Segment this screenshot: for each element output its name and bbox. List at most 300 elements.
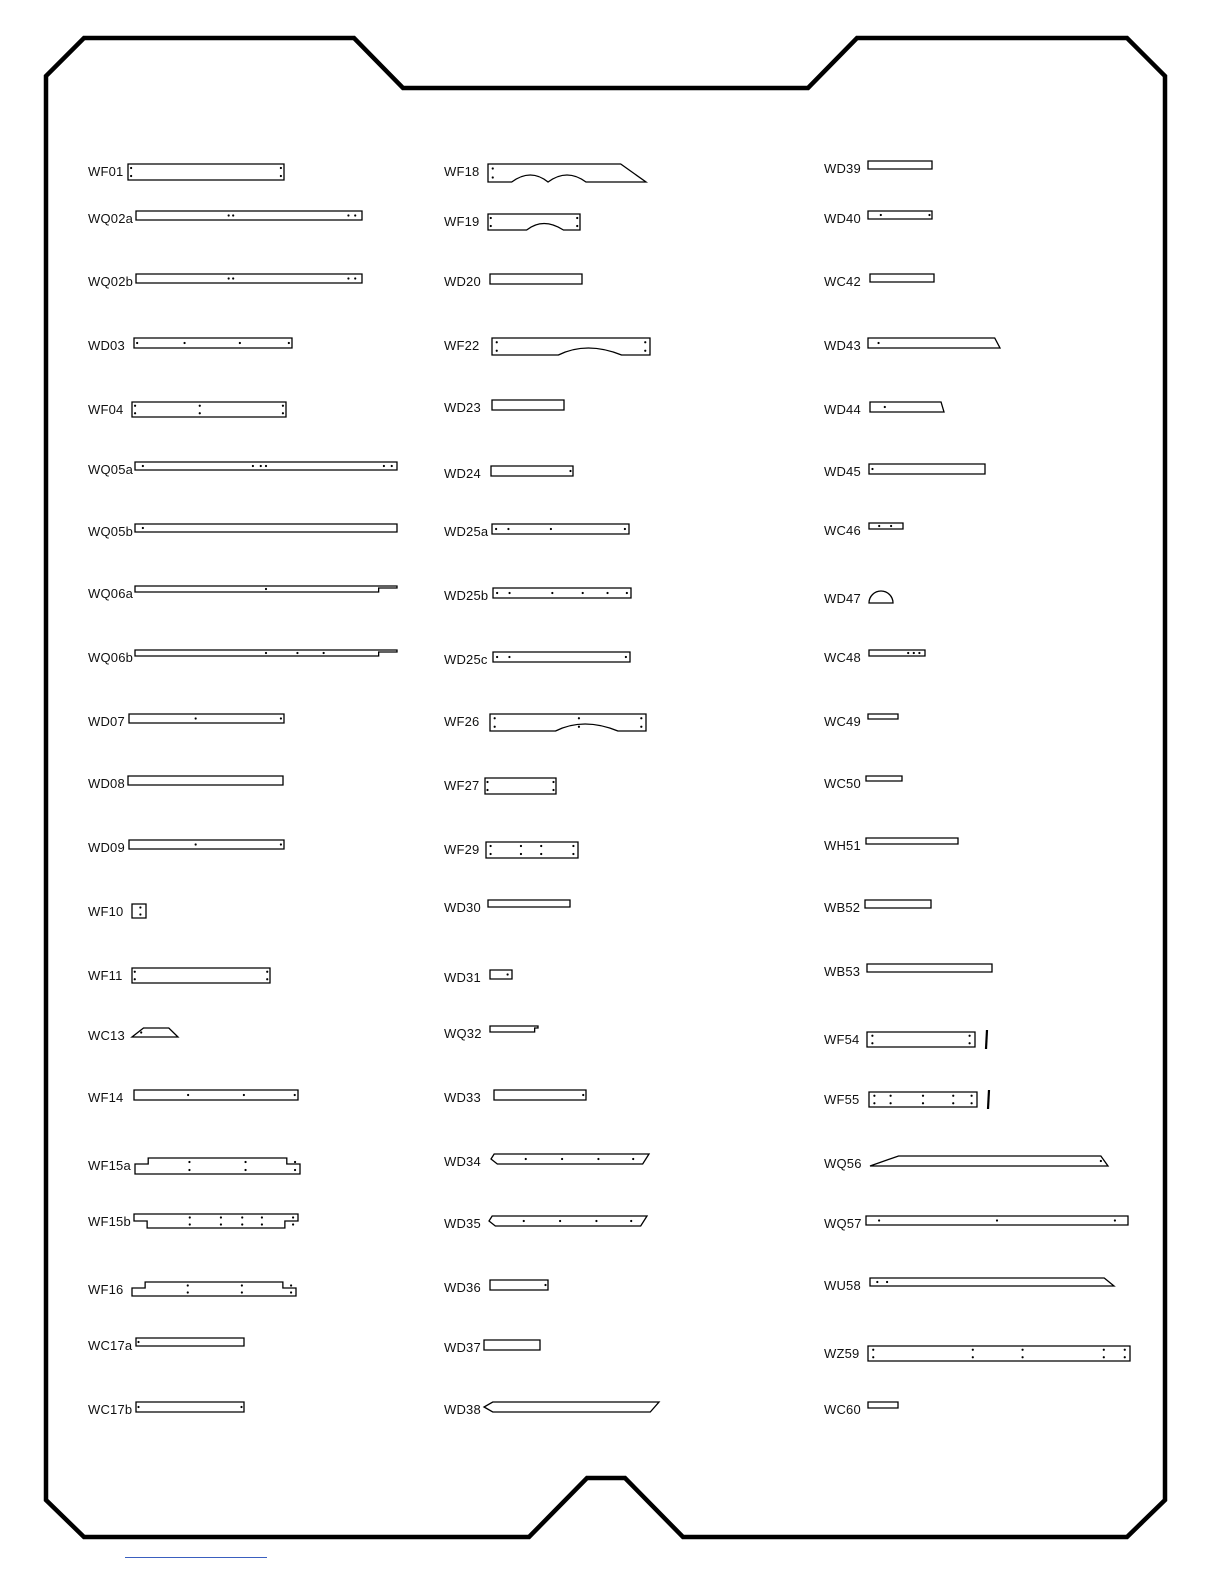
part-label: WC49 [824,714,861,729]
hole-mark [578,717,580,719]
part-drawing [870,1270,1144,1298]
part-label: WF18 [444,164,480,179]
part-label: WC60 [824,1402,861,1417]
part-wz59 [824,1338,1204,1368]
part-wu58 [824,1270,1204,1300]
hole-mark [139,906,141,908]
part-label: WQ06a [88,586,134,601]
part-drawing [493,644,660,674]
part-wd31 [444,962,824,992]
hole-mark [508,656,510,658]
hole-mark [877,342,879,344]
part-outline [484,1340,540,1350]
hole-mark [569,470,571,472]
part-drawing [494,1082,616,1112]
hole-mark [137,1341,139,1343]
part-outline [136,274,362,283]
hole-mark [525,1158,527,1160]
hole-mark [354,277,356,279]
hole-mark [244,1169,246,1171]
part-drawing [488,156,676,194]
hole-mark [928,214,930,216]
part-drawing [136,203,392,232]
part-wq06b [88,642,468,672]
part-drawing [869,642,955,668]
part-wf14 [88,1082,468,1112]
hole-mark [142,527,144,529]
part-wc46 [824,515,1204,545]
part-drawing [488,206,610,242]
hole-mark [496,656,498,658]
part-wc13 [88,1020,468,1050]
hole-mark [494,717,496,719]
part-label: WQ05a [88,462,134,477]
part-wf54 [824,1024,1204,1054]
hole-mark [282,412,284,414]
part-drawing [132,960,300,995]
part-wq02a [88,203,468,233]
part-wc60 [824,1394,1204,1424]
part-wf01 [88,156,468,186]
hole-mark [195,717,197,719]
part-drawing [869,456,1015,486]
part-outline [485,778,556,794]
part-outline [867,964,992,972]
part-drawing [486,834,608,870]
part-outline [132,402,286,417]
part-drawing [132,1020,208,1049]
part-outline [135,1158,300,1174]
part-wd03 [88,330,468,360]
hole-mark [507,973,509,975]
part-wb52 [824,892,1204,922]
part-outline [868,161,932,169]
hole-mark [561,1158,563,1160]
part-outline [868,714,898,719]
part-wc17a [88,1330,468,1360]
part-outline [136,1402,244,1412]
hole-mark [572,853,574,855]
part-label: WQ02b [88,274,134,289]
part-label: WF11 [88,968,123,983]
hole-mark [183,342,185,344]
part-outline [136,211,362,220]
part-label: WF14 [88,1090,124,1105]
hole-mark [228,214,230,216]
part-wf18 [444,156,824,186]
part-label: WQ32 [444,1026,482,1041]
part-label: WD44 [824,402,861,417]
part-label: WC50 [824,776,861,791]
part-wf04 [88,394,468,424]
part-outline [868,211,932,219]
part-wd08 [88,768,468,798]
hole-mark [383,465,385,467]
part-wd20 [444,266,824,296]
hole-mark [886,1281,888,1283]
hole-mark [523,1220,525,1222]
hole-mark [189,1223,191,1225]
part-outline [865,900,931,908]
hole-mark [969,1035,971,1037]
part-outline [491,466,573,476]
part-outline [484,1402,659,1412]
part-wd39 [824,153,1204,183]
hole-mark [552,781,554,783]
hole-mark [266,971,268,973]
part-outline [869,1092,977,1107]
part-drawing [135,642,427,668]
part-wd47 [824,583,1204,613]
part-drawing [136,266,392,295]
part-wd07 [88,706,468,736]
hole-mark [632,1158,634,1160]
part-wd25b [444,580,824,610]
hole-mark [496,350,498,352]
part-outline [870,274,934,282]
part-outline [869,464,985,474]
hole-mark [1021,1356,1023,1358]
part-outline [129,840,284,849]
part-wd25a [444,516,824,546]
hole-mark [1021,1349,1023,1351]
part-outline [869,591,893,603]
part-outline [134,1090,298,1100]
part-outline [493,588,631,598]
part-label: WU58 [824,1278,861,1293]
hole-mark [492,167,494,169]
part-label: WD40 [824,211,861,226]
part-drawing [135,578,427,604]
hole-mark [971,1102,973,1104]
part-label: WZ59 [824,1346,860,1361]
part-label: WD23 [444,400,481,415]
part-outline [490,1026,538,1032]
part-wf22 [444,330,824,360]
part-label: WF54 [824,1032,860,1047]
part-drawing [490,706,676,743]
hole-mark [282,405,284,407]
part-outline [132,1282,296,1296]
part-drawing [488,892,600,919]
part-label: WD39 [824,161,861,176]
hole-mark [578,726,580,728]
part-label: WQ57 [824,1216,862,1231]
part-label: WD30 [444,900,481,915]
part-drawing [866,768,932,793]
part-drawing [135,1150,330,1186]
part-drawing [489,1208,677,1238]
part-outline [128,776,283,785]
part-wc49 [824,706,1204,736]
hole-mark [890,525,892,527]
part-label: WF27 [444,778,480,793]
part-drawing [492,392,594,422]
part-wf10 [88,896,468,926]
hole-mark [952,1102,954,1104]
part-wc17b [88,1394,468,1424]
part-label: WQ05b [88,524,134,539]
hole-mark [220,1216,222,1218]
hole-mark [640,726,642,728]
part-drawing [870,266,964,294]
hole-mark [199,412,201,414]
hole-mark [576,225,578,227]
hole-mark [239,342,241,344]
part-label: WD36 [444,1280,481,1295]
hole-mark [922,1095,924,1097]
hole-mark [241,1291,243,1293]
part-drawing [867,956,1022,984]
hole-mark [890,1102,892,1104]
hole-mark [265,465,267,467]
hole-mark [261,1216,263,1218]
part-outline [869,650,925,656]
part-wq06a [88,578,468,608]
part-outline [488,900,570,907]
part-label: WD34 [444,1154,481,1169]
part-label: WH51 [824,838,861,853]
part-wd37 [444,1332,824,1362]
part-outline [490,1280,548,1290]
part-wd40 [824,203,1204,233]
hole-mark [232,277,234,279]
hole-mark [876,1281,878,1283]
hole-mark [241,1284,243,1286]
hole-mark [551,592,553,594]
part-wf55 [824,1084,1204,1114]
part-drawing [868,330,1030,360]
hole-mark [228,277,230,279]
hole-mark [871,1035,873,1037]
hole-mark [490,225,492,227]
hole-mark [890,1095,892,1097]
part-drawing [868,1394,928,1420]
part-label: WB53 [824,964,861,979]
hole-mark [140,1031,142,1033]
hole-mark [492,176,494,178]
part-drawing [492,330,680,367]
part-label: WD31 [444,970,481,985]
part-wd30 [444,892,824,922]
hole-mark [872,1356,874,1358]
hole-mark [294,1161,296,1163]
part-label: WD25a [444,524,489,539]
hole-mark [137,1406,139,1408]
hole-mark [188,1161,190,1163]
part-outline [870,1278,1114,1286]
part-drawing [134,1206,328,1240]
hole-mark [922,1102,924,1104]
hole-mark [290,1291,292,1293]
hole-mark [252,465,254,467]
part-drawing [866,830,988,856]
part-outline [866,838,958,844]
part-label: WD20 [444,274,481,289]
part-label: WB52 [824,900,861,915]
part-label: WF16 [88,1282,124,1297]
hole-mark [582,592,584,594]
hole-mark [576,217,578,219]
hole-mark [644,350,646,352]
part-label: WC42 [824,274,861,289]
hole-mark [507,528,509,530]
part-wq32 [444,1018,824,1048]
hole-mark [644,341,646,343]
part-wf16 [88,1274,468,1304]
part-label: WF26 [444,714,480,729]
part-drawing [868,706,928,731]
part-wc50 [824,768,1204,798]
part-wc48 [824,642,1204,672]
part-wq05a [88,454,468,484]
part-outline [494,1090,586,1100]
hole-mark [884,406,886,408]
part-wd35 [444,1208,824,1238]
part-wq56 [824,1148,1204,1178]
part-wh51 [824,830,1204,860]
hole-mark [280,175,282,177]
part-wd45 [824,456,1204,486]
part-label: WF04 [88,402,124,417]
part-outline [868,1346,1130,1361]
part-wd34 [444,1146,824,1176]
hole-mark [280,843,282,845]
part-label: WF29 [444,842,480,857]
hole-mark [913,652,915,654]
part-label: WD25c [444,652,488,667]
part-drawing [490,1272,578,1302]
hole-mark [996,1219,998,1221]
hole-mark [626,592,628,594]
part-drawing [866,1208,1158,1237]
hole-mark [1124,1356,1126,1358]
footer-link-underline[interactable] [125,1557,267,1558]
hole-mark [288,342,290,344]
hole-mark [280,717,282,719]
part-label: WC46 [824,523,861,538]
hole-mark [240,1406,242,1408]
part-outline [492,338,650,355]
part-label: WD07 [88,714,125,729]
part-outline [866,776,902,781]
hole-mark [296,652,298,654]
hole-mark [630,1220,632,1222]
part-drawing [868,153,962,181]
hole-mark [187,1094,189,1096]
hole-mark [347,277,349,279]
hole-mark [871,468,873,470]
hole-mark [625,656,627,658]
part-outline [870,402,944,412]
hole-mark [971,1095,973,1097]
hole-mark [241,1223,243,1225]
part-label: WD47 [824,591,861,606]
hole-mark [243,1094,245,1096]
part-drawing [484,1394,689,1424]
part-wf19 [444,206,824,236]
part-outline [490,714,646,731]
part-label: WD43 [824,338,861,353]
hole-mark [582,1094,584,1096]
part-outline [870,1156,1108,1166]
hole-mark [873,1095,875,1097]
part-label: WF15a [88,1158,131,1173]
part-label: WQ02a [88,211,134,226]
part-wd25c [444,644,824,674]
part-label: WD38 [444,1402,481,1417]
hole-mark [280,167,282,169]
part-outline [490,274,582,284]
hole-mark [347,214,349,216]
part-drawing [136,1330,274,1358]
part-outline [134,338,292,348]
part-label: WQ56 [824,1156,862,1171]
hole-mark [544,1284,546,1286]
hole-mark [969,1042,971,1044]
part-drawing [135,454,427,482]
hole-mark [354,214,356,216]
part-wd23 [444,392,824,422]
part-wf29 [444,834,824,864]
part-outline [869,523,903,529]
hole-mark [540,853,542,855]
part-drawing [490,266,612,296]
hole-mark [260,465,262,467]
part-label: WD25b [444,588,489,603]
part-drawing [135,516,427,544]
hole-mark [508,592,510,594]
hole-mark [265,588,267,590]
part-wb53 [824,956,1204,986]
part-drawing [134,330,322,360]
hole-mark [952,1095,954,1097]
part-wd24 [444,458,824,488]
hole-mark [187,1291,189,1293]
hole-mark [134,412,136,414]
part-drawing [869,583,923,615]
hole-mark [294,1094,296,1096]
part-drawing [128,156,314,192]
hole-mark [490,217,492,219]
hole-mark [496,592,498,594]
hole-mark [490,845,492,847]
part-label: WF01 [88,164,124,179]
part-drawing [132,1274,326,1308]
part-drawing [132,394,316,429]
dowel-pin [986,1030,987,1049]
hole-mark [142,465,144,467]
hole-mark [292,1216,294,1218]
part-wf11 [88,960,468,990]
hole-mark [972,1356,974,1358]
part-label: WF22 [444,338,480,353]
part-wf26 [444,706,824,736]
hole-mark [136,342,138,344]
part-drawing [867,1024,1005,1059]
part-wq02b [88,266,468,296]
hole-mark [1103,1356,1105,1358]
part-drawing [129,706,314,735]
part-wd38 [444,1394,824,1424]
part-outline [868,338,1000,348]
hole-mark [540,845,542,847]
hole-mark [624,528,626,530]
part-drawing [490,962,542,991]
part-outline [489,1216,647,1226]
hole-mark [241,1216,243,1218]
part-label: WD33 [444,1090,481,1105]
